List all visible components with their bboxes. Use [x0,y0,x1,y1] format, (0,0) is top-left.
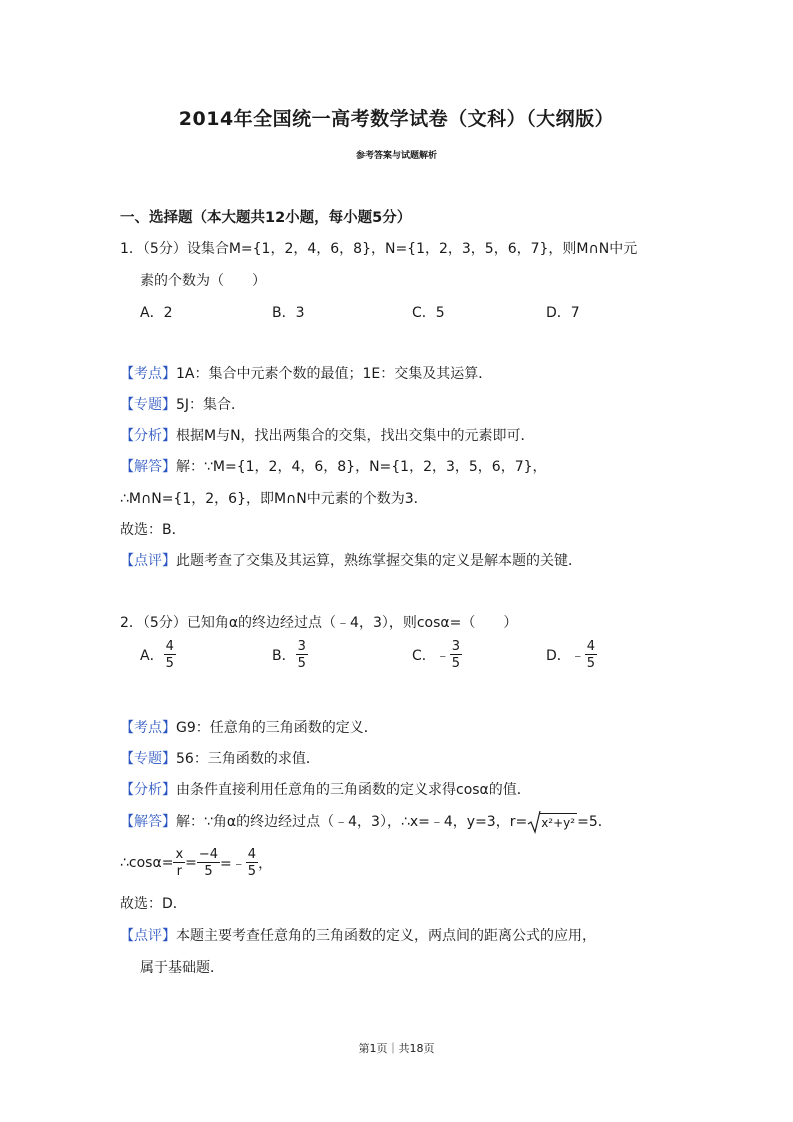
fraction [164,640,176,670]
fraction-denominator: 5 [586,656,596,671]
q2-answer: 故选：D． [120,896,187,912]
fraction [585,640,597,670]
q1-dianping [120,550,582,570]
kaodian-text: G9：任意角的三角函数的定义． [176,720,378,736]
option-label: C． [412,648,436,664]
q1-stem-line2: 素的个数为（ ） [140,273,266,289]
kaodian-tag: 【考点】 [120,366,176,382]
q1-option-a: A．2 [140,305,173,321]
fenxi-text: 根据M与N，找出两集合的交集，找出交集中的元素即可． [176,428,535,444]
option-label: A． [140,648,164,664]
page-footer: 第1页｜共18页 [358,1042,435,1055]
fraction-numerator: 4 [165,639,174,654]
fraction [197,848,220,878]
fraction-denominator: r [176,864,182,879]
fraction-denominator: 5 [204,864,213,879]
fraction-numerator: 3 [451,639,461,654]
q1-option-b: B．3 [272,305,305,321]
fraction-numerator: x [175,847,184,862]
trailing-comma: ， [258,856,273,872]
fraction [450,640,462,670]
fraction [246,848,258,878]
dianping-tag: 【点评】 [120,553,176,569]
jieda-tag: 【解答】 [120,459,176,475]
q2-option-b [272,640,308,670]
fraction-denominator: 5 [451,656,461,671]
option-sign: ﹣ [435,648,450,664]
kaodian-tag: 【考点】 [120,720,176,736]
option-sign: ﹣ [570,648,585,664]
q2-dianping-line2: 属于基础题． [140,960,224,976]
zhuanti-text: 56：三角函数的求值． [176,751,320,767]
fraction-denominator: 5 [165,656,174,671]
q2-zhuanti [120,748,320,768]
fenxi-text: 由条件直接利用任意角的三角函数的定义求得cosα的值． [176,782,531,798]
section-heading: 一、选择题（本大题共12小题，每小题5分） [120,210,412,226]
fraction-numerator: −4 [198,847,219,862]
jieda-result: =5． [577,814,612,830]
dianping-tag: 【点评】 [120,928,176,944]
jieda-tag: 【解答】 [120,814,176,830]
q2-dianping [120,925,596,945]
equals-negative: =﹣ [220,856,246,872]
option-label: B． [272,648,296,664]
jieda-text: 解：∵角α的终边经过点（﹣4，3），∴x=﹣4，y=3，r= [176,814,528,830]
q2-option-d [546,640,597,670]
q1-jieda-line2: ∴M∩N={1，2，6}，即M∩N中元素的个数为3． [120,491,428,507]
fraction [296,640,308,670]
zhuanti-tag: 【专题】 [120,397,176,413]
dianping-text: 此题考查了交集及其运算，熟练掌握交集的定义是解本题的关键． [176,553,582,569]
fraction-numerator: 4 [247,847,257,862]
q1-jieda [120,456,547,476]
q2-kaodian [120,717,378,737]
page-title: 2014年全国统一高考数学试卷（文科）（大纲版） [178,108,615,130]
fraction [173,848,185,878]
q1-zhuanti [120,394,245,414]
fraction-denominator: 5 [297,656,306,671]
square-root [527,813,577,831]
cos-label: ∴cosα= [120,855,174,871]
q1-kaodian [120,363,492,383]
equals-sign: = [185,855,197,871]
q1-fenxi [120,425,535,445]
radical-sign-icon [527,810,541,834]
fenxi-tag: 【分析】 [120,428,176,444]
jieda-text: 解：∵M={1，2，4，6，8}，N={1，2，3，5，6，7}， [176,459,547,475]
option-label: D． [546,648,571,664]
radicand: x²+y² [539,813,577,830]
fenxi-tag: 【分析】 [120,782,176,798]
kaodian-text: 1A：集合中元素个数的最值；1E：交集及其运算． [176,366,493,382]
fraction-numerator: 4 [586,639,596,654]
q1-option-c: C．5 [412,305,445,321]
q1-option-d: D．7 [546,305,580,321]
q2-fenxi [120,779,531,799]
q1-stem-line1: 1．（5分）设集合M={1，2，4，6，8}，N={1，2，3，5，6，7}，则M∩N中元 [120,241,638,257]
q2-option-a [140,640,176,670]
zhuanti-tag: 【专题】 [120,751,176,767]
fraction-numerator: 3 [297,639,306,654]
q2-option-c [412,640,462,670]
zhuanti-text: 5J：集合． [176,397,246,413]
q2-jieda [120,811,612,831]
q1-answer: 故选：B． [120,522,186,538]
dianping-text: 本题主要考查任意角的三角函数的定义，两点间的距离公式的应用， [176,928,596,944]
q2-cos-line [120,848,272,878]
fraction-denominator: 5 [247,864,257,879]
q2-stem: 2．（5分）已知角α的终边经过点（﹣4，3），则cosα=（ ） [120,615,518,631]
page-subtitle: 参考答案与试题解析 [355,151,437,161]
